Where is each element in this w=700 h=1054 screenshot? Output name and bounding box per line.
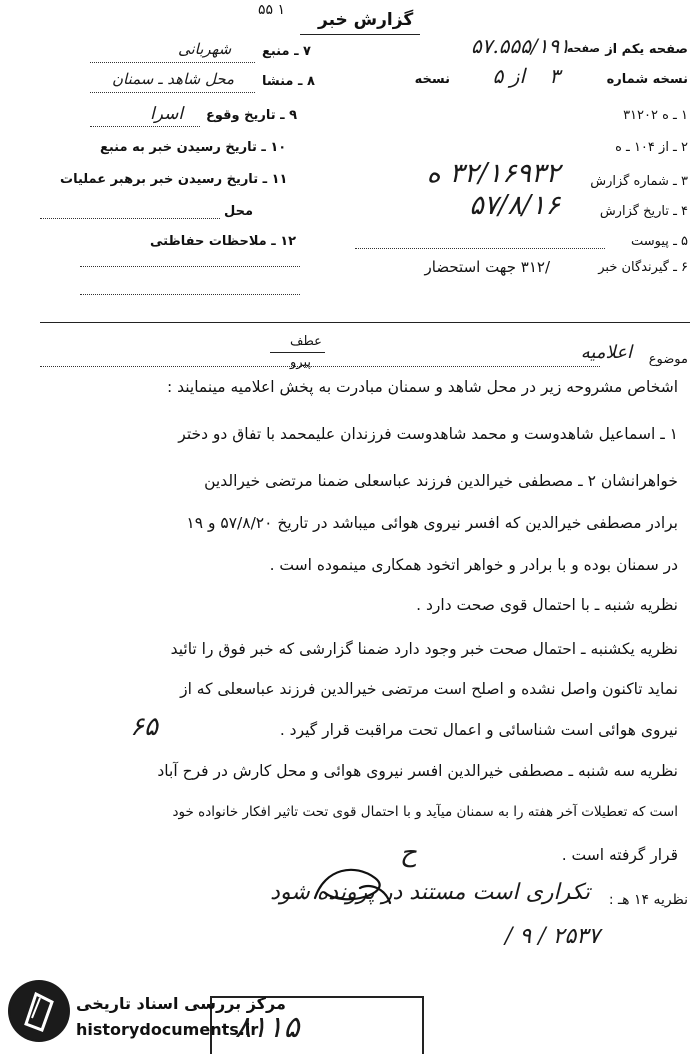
stamp-number: ۲۵۳۷ / ۹ / [505,924,600,949]
handwritten-mark: ۶۵ [130,712,158,742]
attachment-label: ۵ ـ پیوست [631,234,688,249]
origin-label: ۸ ـ منشا [262,74,315,89]
page-value: ۵۷.۵۵۵/۱۹۱ [470,34,570,58]
reference-label: عطف [290,334,322,349]
body-line: نظریه یکشنبه ـ احتمال صحت خبر وجود دارد ضمنا گزارشی که خبر فوق را تائید [170,640,678,658]
event-date-dots [90,126,200,127]
copy-of: از ۵ [492,64,525,88]
source-dots [90,62,255,63]
watermark-name: مرکز بررسی اسناد تاریخی [76,994,286,1013]
received-leader-label: ۱۱ ـ تاریخ رسیدن خبر برهبر عملیات [60,172,288,187]
form-line-2: ۲ ـ از ۱۰۴ ـ ه [615,140,688,155]
body-line: نظریه شنبه ـ با احتمال قوی صحت دارد . [416,596,678,614]
page-suffix: صفحه [566,42,600,55]
page-label: صفحه یکم از [605,42,688,57]
archive-logo [8,980,70,1042]
recipients-value: /۳۱۲ جهت استحضار [424,258,550,276]
reference-sub: پیرو [290,355,311,370]
page-title: گزارش خبر [318,10,414,30]
archive-logo-icon [8,980,70,1042]
subject-value: اعلامیه [580,342,632,363]
report-number-label: ۳ ـ شماره گزارش [590,174,688,189]
event-date-label: ۹ ـ تاریخ وقوع [206,108,298,123]
subject-label: موضوع [648,352,688,367]
body-line: خواهرانشان ۲ ـ مصطفی خیرالدین فرزند عباسعلی ضمنا مرتضی خیرالدین [204,472,678,490]
subject-dots [40,366,600,367]
body-line: نظریه سه شنبه ـ مصطفی خیرالدین افسر نیروی هوائی و محل کارش در فرح آباد [157,762,678,780]
copy-suffix: نسخه [414,72,450,87]
body-line: برادر مصطفی خیرالدین که افسر نیروی هوائی میباشد در تاریخ ۵۷/۸/۲۰ و ۱۹ [186,514,678,532]
opinion-label: نظریه ۱۴ هـ : [608,892,688,908]
body-line: در سمنان بوده و با برادر و خواهر اتخود همکاری مینموده است . [269,556,678,574]
body-line: ۱ ـ اسماعیل شاهدوست و محمد شاهدوست فرزندان علیمحمد با تفاق دو دختر [178,425,678,443]
place-dots [40,218,220,219]
signature-scribble [305,858,395,913]
recipients-label: ۶ ـ گیرندگان خبر [598,260,688,275]
reference-rule [270,352,325,353]
form-line-1: ۱ ـ ه ۳۱۲۰۲ [623,108,688,123]
top-marks: ۱ ۵۵ [258,2,286,18]
watermark-url: historydocuments.ir [76,1020,259,1039]
body-line: نماید تاکنون واصل نشده و اصلح است مرتضی خیرالدین فرزند عباسعلی که از [180,680,678,698]
handwritten-initial: ح [400,838,417,868]
source-value: شهربانی [178,40,232,58]
title-underline [300,34,420,35]
place-label: محل [224,204,254,219]
body-line: است که تعطیلات آخر هفته را به سمنان میآید و با احتمال قوی تحت تاثیر افکار خانواده خود [172,804,678,820]
body-line: نیروی هوائی است شناسائی و اعمال تحت مراقبت قرار گیرد . [279,721,678,739]
attachment-dots [355,248,605,249]
opinion-handwritten: تکراری است مستند در پرونده شود [270,880,590,905]
origin-dots [90,92,255,93]
copy-label: نسخه شماره [606,72,688,87]
notes-label: ۱۲ ـ ملاحظات حفاظتی [150,234,297,249]
event-date-value: اسرا [150,104,184,124]
origin-value: محل شاهد ـ سمنان [112,70,235,88]
header-divider [40,322,690,323]
source-label: ۷ ـ منبع [262,44,311,59]
body-line: اشخاص مشروحه زیر در محل شاهد و سمنان مبادرت به پخش اعلامیه مینمایند : [166,378,678,396]
body-line: قرار گرفته است . [561,846,678,864]
received-source-label: ۱۰ ـ تاریخ رسیدن خبر به منبع [100,140,287,155]
report-date-value: ۵۷/۸/۱۶ [469,190,560,221]
notes-dots-1 [80,266,300,267]
report-date-label: ۴ ـ تاریخ گزارش [599,204,688,219]
notes-dots-2 [80,294,300,295]
bottom-stamp: ۸۱۱۵ [235,1010,300,1045]
report-number-value: ۳۲/۱۶۹۳۲ ه [426,158,560,189]
copy-value: ۳ [549,64,560,88]
